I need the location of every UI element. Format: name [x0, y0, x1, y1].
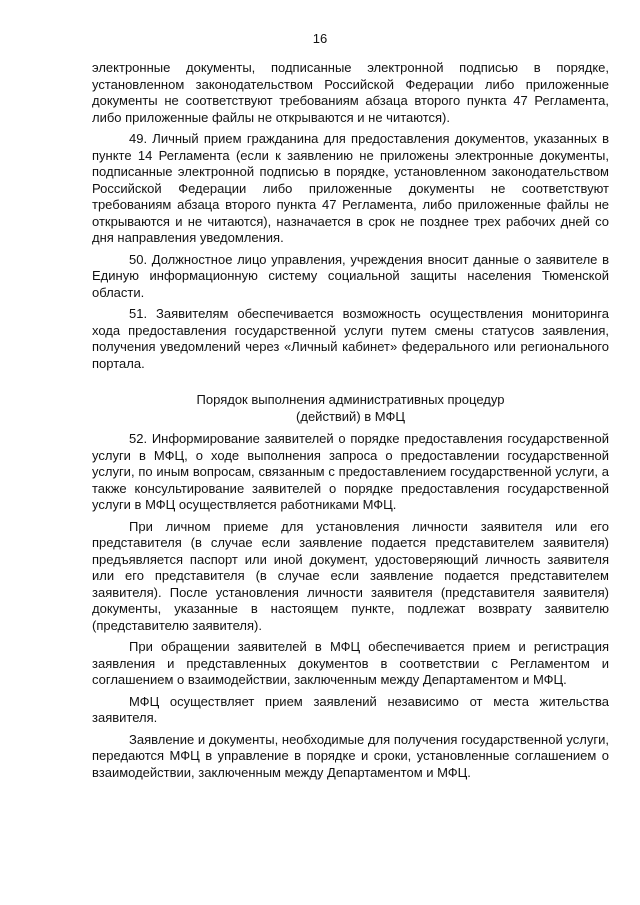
paragraph-identity-check: При личном приеме для установления личности заявителя или его представителя (в случае если заявление подается представителем заявителя) предъявляется паспорт или иной документ, удостоверяющий личность заявителя или его представителя (в случае если заявление подается представителем заявителя). После установления личности заявителя (представителя заявителя) документы, указанные в настоящем пункте, подлежат возврату заявителю (представителю заявителя). [92, 518, 609, 633]
section-heading [92, 392, 609, 425]
paragraph-49: 49. Личный прием гражданина для предоставления документов, указанных в пункте 14 Регламента (если к заявлению не приложены электронные документы, подписанные электронной подписью в порядке, установленном законодательством Российской Федерации либо приложенные документы не соответствуют требованиям абзаца второго пункта 47 Регламента, либо приложенные файлы не открываются и не читаются), назначается в срок не позднее трех рабочих дней со дня направления уведомления. [92, 131, 609, 245]
paragraph-51: 51. Заявителям обеспечивается возможность осуществления мониторинга хода предоставления государственной услуги путем смены статусов заявления, получения уведомлений через «Личный кабинет» федерального или регионального портала. [92, 306, 609, 371]
paragraph-52: 52. Информирование заявителей о порядке предоставления государственной услуги в МФЦ, о ходе выполнения запроса о предоставлении государственной услуги, по иным вопросам, связанным с предоставлением государственной услуги, а также консультирование заявителей о порядке предоставления государственной услуги в МФЦ осуществляется работниками МФЦ. [92, 431, 609, 512]
paragraph-residence: МФЦ осуществляет прием заявлений независимо от места жительства заявителя. [92, 693, 609, 725]
document-body [92, 60, 609, 786]
paragraph-transfer: Заявление и документы, необходимые для получения государственной услуги, передаются МФЦ в управление в порядке и сроки, установленные соглашением о взаимодействии, заключенным между Департаментом и МФЦ. [92, 731, 609, 780]
page-number: 16 [312, 31, 328, 46]
section-heading-line-1: Порядок выполнения административных процедур [196, 392, 505, 407]
paragraph-continuation: электронные документы, подписанные электронной подписью в порядке, установленном законодательством Российской Федерации либо приложенные документы не соответствуют требованиям абзаца второго пункта 47 Регламента, либо приложенные файлы не открываются и не читаются). [92, 60, 609, 125]
paragraph-50: 50. Должностное лицо управления, учреждения вносит данные о заявителе в Единую информационную систему социальной защиты населения Тюменской области. [92, 251, 609, 300]
section-heading-line-2: (действий) в МФЦ [296, 408, 405, 424]
paragraph-registration: При обращении заявителей в МФЦ обеспечивается прием и регистрация заявления и представленных документов в соответствии с Регламентом и соглашением о взаимодействии, заключенным между Департаментом и МФЦ. [92, 639, 609, 687]
